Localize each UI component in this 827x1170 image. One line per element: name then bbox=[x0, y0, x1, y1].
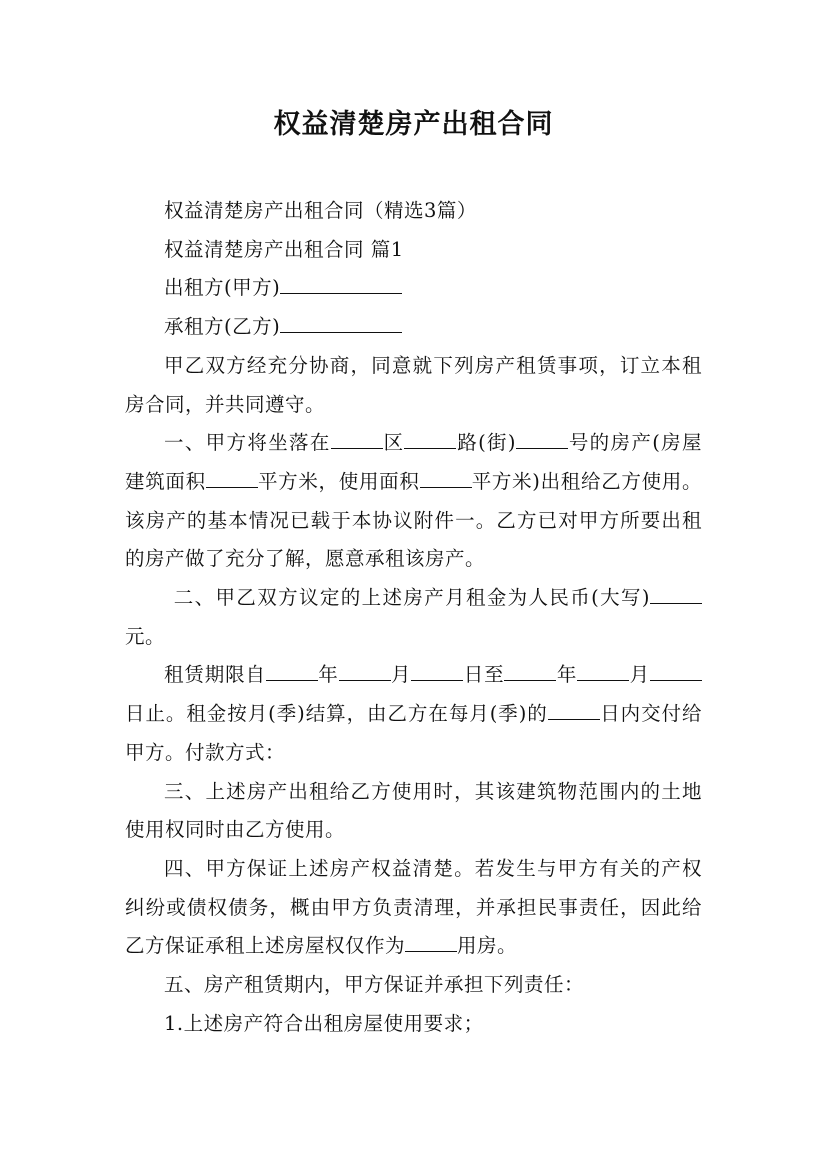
end-year-blank bbox=[504, 660, 556, 681]
lessee-label: 承租方(乙方) bbox=[164, 315, 281, 339]
term-text-e: 年 bbox=[556, 663, 578, 687]
term-text-b: 年 bbox=[317, 663, 339, 687]
clause-2 bbox=[125, 579, 702, 656]
start-day-blank bbox=[411, 660, 463, 681]
document-body bbox=[125, 192, 702, 1043]
rent-amount-blank bbox=[650, 583, 702, 604]
usage-blank bbox=[405, 931, 457, 952]
clause-1-text-a: 一、甲方将坐落在 bbox=[164, 431, 331, 455]
term-text-h: 日内交付给甲方。付款方式： bbox=[125, 702, 702, 764]
lessee-line bbox=[125, 308, 702, 347]
clause-2-text-a: 二、甲乙双方议定的上述房产月租金为人民币(大写) bbox=[173, 586, 650, 610]
end-day-blank bbox=[650, 660, 702, 681]
lease-term-paragraph bbox=[125, 656, 702, 772]
building-area-blank bbox=[206, 466, 258, 487]
start-year-blank bbox=[266, 660, 318, 681]
clause-1-text-d: 号的房产(房屋建筑面积 bbox=[125, 431, 702, 493]
lessor-label: 出租方(甲方) bbox=[164, 276, 281, 300]
number-blank bbox=[516, 428, 568, 449]
term-text-f: 月 bbox=[629, 663, 650, 687]
clause-4-text-b: 用房。 bbox=[457, 934, 518, 958]
clause-4-text-a: 四、甲方保证上述房产权益清楚。若发生与甲方有关的产权纠纷或债权债务，概由甲方负责清理，并承担民事责任，因此给乙方保证承租上述房屋权仅作为 bbox=[125, 856, 702, 958]
clause-1-text-f: 平方米)出租给乙方使用。该房产的基本情况已载于本协议附件一。乙方已对甲方所要出租的房产做了充分了解，愿意承租该房产。 bbox=[125, 469, 702, 571]
clause-2-text-b: 元。 bbox=[125, 624, 166, 648]
clause-1-text-e: 平方米，使用面积 bbox=[257, 469, 420, 493]
intro-paragraph: 甲乙双方经充分协商，同意就下列房产租赁事项，订立本租房合同，并共同遵守。 bbox=[125, 353, 702, 416]
end-month-blank bbox=[577, 660, 629, 681]
clause-1-text-b: 区 bbox=[382, 431, 405, 455]
term-text-d: 日至 bbox=[463, 663, 505, 687]
term-text-g: 日止。租金按月(季)结算，由乙方在每月(季)的 bbox=[125, 702, 548, 726]
district-blank bbox=[331, 428, 383, 449]
document-subtitle: 权益清楚房产出租合同（精选3篇） bbox=[164, 199, 477, 222]
document-title: 权益清楚房产出租合同 bbox=[273, 109, 554, 140]
lessee-blank bbox=[280, 312, 402, 333]
clause-4 bbox=[125, 850, 702, 966]
term-text-a: 租赁期限自 bbox=[164, 663, 266, 687]
usable-area-blank bbox=[420, 466, 472, 487]
clause-3: 三、上述房产出租给乙方使用时，其该建筑物范围内的土地使用权同时由乙方使用。 bbox=[125, 779, 702, 842]
road-blank bbox=[404, 428, 456, 449]
clause-5: 五、房产租赁期内，甲方保证并承担下列责任： bbox=[164, 973, 585, 997]
lessor-blank bbox=[280, 273, 402, 294]
term-text-c: 月 bbox=[390, 663, 412, 687]
lessor-line bbox=[125, 269, 702, 308]
clause-1 bbox=[125, 424, 702, 579]
payment-day-blank bbox=[548, 699, 600, 720]
clause-5-item-1: 1.上述房产符合出租房屋使用要求； bbox=[164, 1011, 484, 1035]
section-heading: 权益清楚房产出租合同 篇1 bbox=[164, 237, 404, 261]
start-month-blank bbox=[339, 660, 391, 681]
clause-1-text-c: 路(街) bbox=[456, 431, 516, 455]
